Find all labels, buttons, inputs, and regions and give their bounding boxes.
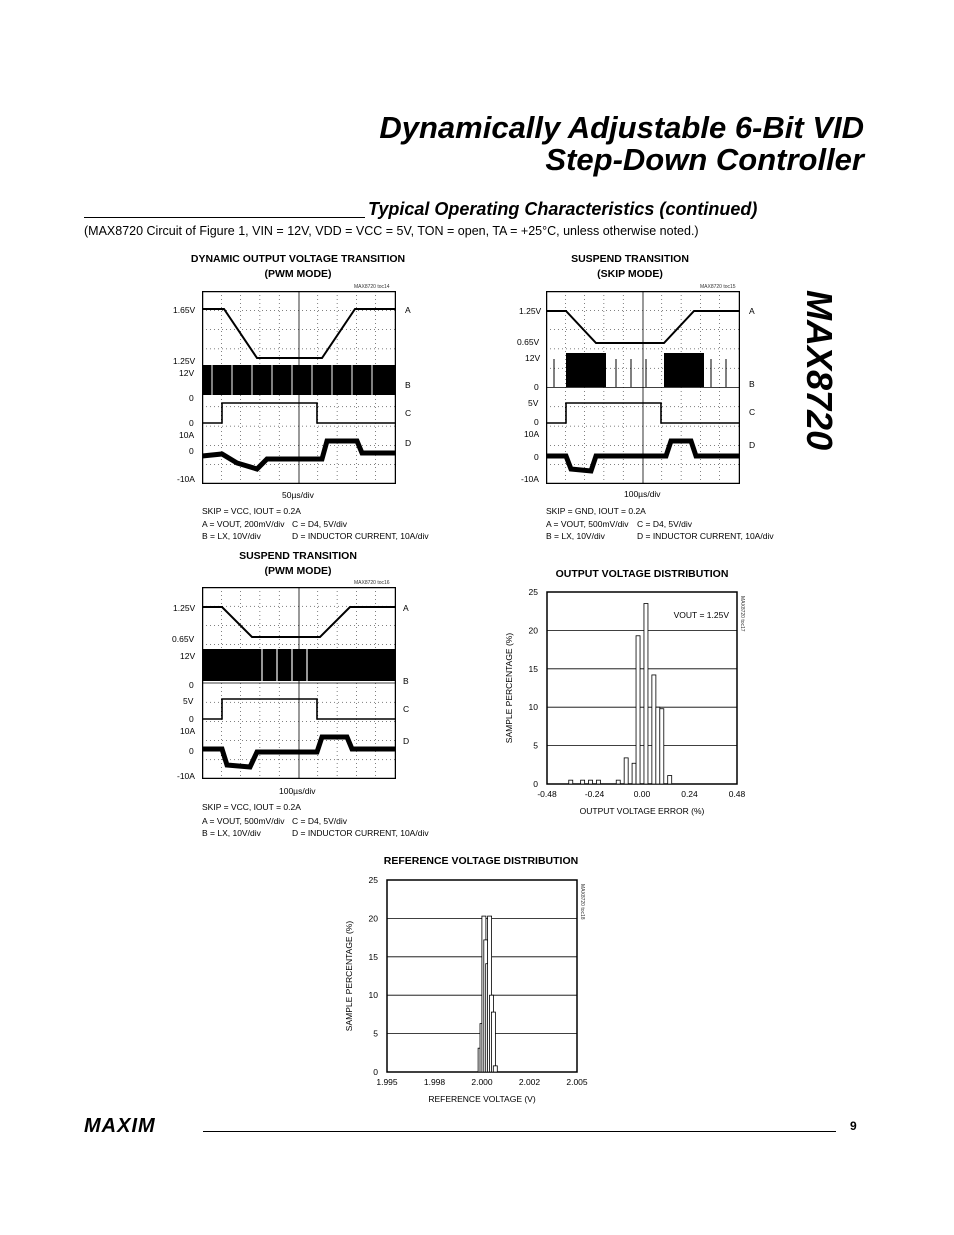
scope1-ylabel: 1.65V [173,305,196,315]
scope1-ylabel: 0 [189,418,194,428]
y-tick-label: 20 [528,625,538,636]
y-tick-label: 5 [533,740,538,751]
x-tick-label: 1.995 [376,1077,398,1087]
scope1-screen [202,291,396,484]
scope3-screen [202,587,396,779]
figure-tag: MAX8720 toc18 [579,884,585,920]
scope2-tag: MAX8720 toc15 [700,284,736,290]
section-rule [84,217,365,218]
histogram-bar [491,1012,495,1072]
y-tick-label: 10 [528,702,538,713]
scope3-caption-1: SKIP = VCC, IOUT = 0.2A [202,802,301,812]
histogram-bar [589,780,593,784]
scope2-caption-3a: B = LX, 10V/div [546,531,605,541]
histogram-bar [596,780,600,784]
scope1-ylabel: -10A [177,474,195,484]
scope3-timebase: 100µs/div [279,786,316,796]
scope3-caption-2b: C = D4, 5V/div [292,816,348,826]
maxim-logo: MAXIM [84,1115,156,1137]
y-tick-label: 10 [368,990,378,1001]
y-tick-label: 15 [368,951,378,962]
scope2-ylabel: 0 [534,382,539,392]
histogram-bar [656,707,660,784]
histogram-bar [616,780,620,784]
scope2-ylabel: 0 [534,417,539,427]
chart2-title: REFERENCE VOLTAGE DISTRIBUTION [383,855,579,867]
x-tick-label: -0.24 [584,789,605,799]
scope3-ylabel: 0 [189,714,194,724]
histogram-bar [493,1066,497,1072]
scope1-caption-3b: D = INDUCTOR CURRENT, 10A/div [292,531,429,541]
scope1-tag: MAX8720 toc14 [354,284,390,290]
scope3-title-line1: SUSPEND TRANSITION [239,550,357,562]
scope2-caption-1: SKIP = GND, IOUT = 0.2A [546,506,646,516]
x-tick-label: 1.998 [423,1077,446,1087]
chart1-title: OUTPUT VOLTAGE DISTRIBUTION [555,568,729,580]
y-tick-label: 5 [373,1028,378,1039]
x-tick-label: 0.00 [633,789,651,799]
scope1-ylabel: 1.25V [173,356,196,366]
y-tick-label: 0 [533,779,538,789]
scope3-ylabel: 0 [189,680,194,690]
scope2-ylabel: 12V [525,353,541,363]
scope1-title [178,252,418,282]
scope1-ylabel: 0 [189,446,194,456]
scope3-caption-3b: D = INDUCTOR CURRENT, 10A/div [292,828,429,838]
scope2-ylabel: 1.25V [519,306,542,316]
scope1-channel: C [405,408,412,418]
y-axis-label: SAMPLE PERCENTAGE (%) [504,632,514,744]
y-tick-label: 15 [528,663,538,674]
x-tick-label: 0.48 [728,789,746,799]
y-tick-label: 25 [368,875,378,885]
scope3-title-line2: (PWM MODE) [264,565,332,577]
scope3-channel: C [403,704,410,714]
scope1-caption-1: SKIP = VCC, IOUT = 0.2A [202,506,301,516]
scope3-ylabel: 5V [183,696,194,706]
histogram-bar [660,709,664,784]
x-axis-label: OUTPUT VOLTAGE ERROR (%) [579,806,705,816]
scope2-caption-2a: A = VOUT, 500mV/div [546,519,629,529]
vout-annotation: VOUT = 1.25V [673,610,729,620]
x-tick-label: 2.005 [566,1077,588,1087]
scope1-title-line2: (PWM MODE) [264,268,332,280]
scope3-caption-2a: A = VOUT, 500mV/div [202,816,285,826]
y-tick-label: 0 [373,1067,378,1077]
output-voltage-distribution-chart [500,580,760,820]
y-tick-label: 20 [368,913,378,924]
histogram-bar [581,780,585,784]
scope1-channel: D [405,438,412,448]
scope2-channel: A [749,306,755,316]
x-tick-label: 0.24 [681,789,698,799]
scope1-ylabel: 0 [189,393,194,403]
histogram-bar [632,763,636,784]
scope1-channel: B [405,380,411,390]
scope1-caption-2b: C = D4, 5V/div [292,519,348,529]
figure-tag: MAX8720 toc17 [739,596,745,632]
x-tick-label: -0.48 [537,789,557,799]
x-tick-label: 2.000 [471,1077,493,1087]
histogram-bar [652,675,656,784]
scope2-title-line2: (SKIP MODE) [597,268,663,280]
histogram-bar [644,604,648,784]
scope2-caption-3b: D = INDUCTOR CURRENT, 10A/div [637,531,774,541]
scope1-channel: A [405,305,411,315]
scope2-ylabel: 0.65V [517,337,540,347]
scope3-ylabel: 0.65V [172,634,195,644]
x-tick-label: 2.002 [518,1077,541,1087]
title-line-2: Step-Down Controller [545,142,864,177]
scope3-ylabel: 12V [180,651,196,661]
part-number-sidebar: MAX8720 [799,290,840,451]
scope2-ylabel: -10A [521,474,539,484]
x-axis-label: REFERENCE VOLTAGE (V) [428,1094,536,1104]
histogram-bar [668,776,672,784]
scope3-channel: B [403,676,409,686]
scope3-ylabel: -10A [177,771,195,781]
scope2-ylabel: 5V [528,398,539,408]
scope3-tag: MAX8720 toc16 [354,580,390,586]
scope2-caption-2b: C = D4, 5V/div [637,519,693,529]
histogram-bar [569,780,573,784]
y-tick-label: 25 [528,587,538,597]
histogram-bar [636,636,640,784]
scope2-ylabel: 10A [524,429,540,439]
scope1-caption-2a: A = VOUT, 200mV/div [202,519,285,529]
scope1-ylabel: 10A [179,430,195,440]
scope2-title [530,252,730,282]
scope3-ylabel: 1.25V [173,603,196,613]
scope3-ylabel: 10A [180,726,196,736]
scope2-channel: C [749,407,756,417]
y-axis-label: SAMPLE PERCENTAGE (%) [344,920,354,1032]
scope2-screen [546,291,740,484]
scope3-title [198,549,398,579]
scope3-channel: D [403,736,410,746]
scope1-timebase: 50µs/div [282,490,314,500]
scope1-caption-3a: B = LX, 10V/div [202,531,261,541]
reference-voltage-distribution-chart [340,868,600,1108]
scope2-ylabel: 0 [534,452,539,462]
scope3-ylabel: 0 [189,746,194,756]
scope2-channel: B [749,379,755,389]
section-conditions: (MAX8720 Circuit of Figure 1, VIN = 12V, VDD = VCC = 5V, TON = open, TA = +25°C, unless otherwise noted.) [84,224,699,238]
scope1-title-line1: DYNAMIC OUTPUT VOLTAGE TRANSITION [190,253,406,265]
page-number: 9 [850,1119,857,1133]
histogram-bar [624,758,628,784]
section-title: Typical Operating Characteristics (continued) [368,199,758,219]
footer-rule [203,1131,836,1132]
scope2-timebase: 100µs/div [624,489,661,499]
title-line-1: Dynamically Adjustable 6-Bit VID [379,110,864,145]
scope2-title-line1: SUSPEND TRANSITION [571,253,689,265]
plot-frame [547,592,737,784]
scope3-channel: A [403,603,409,613]
page-title [379,112,864,176]
scope1-ylabel: 12V [179,368,195,378]
scope3-caption-3a: B = LX, 10V/div [202,828,261,838]
scope2-channel: D [749,440,756,450]
